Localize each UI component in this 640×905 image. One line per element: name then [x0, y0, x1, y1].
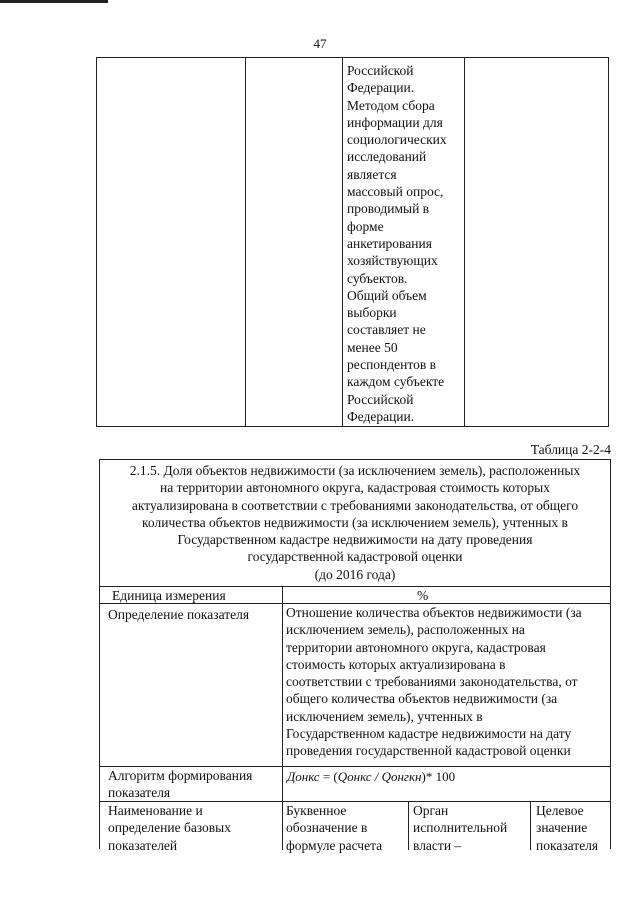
indicator-title [100, 462, 610, 583]
formula-equals: = [319, 769, 334, 784]
title-line: 2.1.5. Доля объектов недвижимости (за исключением земель), расположенных [129, 463, 581, 478]
column-divider [530, 801, 531, 850]
text-line: Методом сбора [347, 97, 435, 113]
text-line: Алгоритм формирования [108, 768, 253, 783]
text-line: власти – [413, 837, 462, 853]
text-line: выборки [347, 305, 397, 321]
text-line: Российской [347, 63, 414, 78]
text-line: обозначение в [286, 820, 368, 836]
text-line: значение [536, 820, 588, 836]
text-line: составляет не [347, 322, 426, 338]
formula-paren: ) [421, 769, 426, 784]
text-line: определение базовых [108, 820, 232, 836]
text-line: формуле расчета [286, 837, 383, 853]
base-indicators-header [108, 802, 231, 854]
text-line: показателя [536, 837, 599, 853]
text-line: исследований [347, 149, 427, 165]
page-number: 47 [313, 36, 327, 51]
unit-value: % [417, 588, 429, 603]
text-line: анкетирования [347, 235, 432, 251]
text-line: Российской [347, 391, 414, 407]
text-line: массовый опрос, [347, 184, 444, 200]
text-line: показателей [108, 837, 178, 853]
text-line: стоимость которых актуализирована в [286, 656, 506, 672]
formula-ratio: Qонкс / Qонгкн [337, 769, 422, 784]
column-divider [408, 801, 409, 850]
text-line: Государственном кадастре недвижимости на дату [286, 726, 572, 742]
text-line: является [347, 166, 397, 182]
unit-label: Единица измерения [112, 588, 226, 603]
text-line: Наименование и [108, 803, 203, 818]
text-line: субъектов. [347, 270, 408, 286]
text-line: территории автономного округа, кадастровая [286, 639, 546, 655]
text-line: проведения государственной кадастровой оценки [286, 743, 571, 759]
calculation-formula [287, 769, 455, 785]
methodology-cell [347, 62, 465, 425]
text-line: Целевое [536, 803, 584, 818]
formula-multiplier: * 100 [425, 769, 456, 784]
text-line: Общий объем [347, 287, 427, 303]
text-line: хозяйствующих [347, 253, 438, 269]
text-line: респондентов в [347, 357, 436, 373]
text-line: Орган [413, 803, 449, 818]
text-line: показателя [108, 785, 171, 801]
text-line: исполнительной [413, 820, 508, 836]
text-line: социологических [347, 132, 447, 148]
text-line: Отношение количества объектов недвижимости (за [286, 605, 582, 620]
scan-artifact-line [0, 0, 108, 3]
text-line: исключением земель), расположенных на [286, 622, 525, 638]
title-line: актуализирована в соответствии с требованиями законодательства, от общего [131, 497, 579, 513]
text-line: информации для [347, 114, 443, 130]
text-line: проводимый в [347, 201, 430, 217]
formula-result: Донкс [287, 769, 320, 784]
definition-text [286, 604, 608, 760]
title-line: Государственном кадастре недвижимости на дату проведения [177, 532, 533, 548]
title-line: (до 2016 года) [314, 566, 396, 582]
text-line: форме [347, 218, 384, 234]
table-column-divider [342, 58, 343, 426]
text-line: Федерации. [347, 80, 415, 96]
text-line: Федерации. [347, 408, 415, 424]
title-line: на территории автономного округа, кадастровая стоимость которых [160, 480, 550, 496]
text-line: Буквенное [286, 803, 347, 818]
table-column-divider [245, 58, 246, 426]
text-line: соответствии с требованиями законодательства, от [286, 674, 578, 690]
authority-header [413, 802, 507, 854]
table-caption: Таблица 2-2-4 [530, 442, 611, 457]
target-value-header [536, 802, 598, 854]
letter-designation-header [286, 802, 382, 854]
continued-table [96, 57, 609, 427]
title-line: государственной кадастровой оценки [247, 549, 463, 565]
formula-paren: ( [333, 769, 338, 784]
definition-label: Определение показателя [108, 607, 250, 622]
text-line: каждом субъекте [347, 374, 445, 390]
indicator-table [99, 459, 611, 853]
text-line: исключением земель), учтенных в [286, 708, 483, 724]
title-line: количества объектов недвижимости (за исключением земель), учтенных в [142, 514, 568, 530]
text-line: общего количества объектов недвижимости (за [286, 691, 558, 707]
algorithm-label [108, 767, 252, 802]
column-divider [282, 586, 283, 850]
text-line: менее 50 [347, 339, 398, 355]
